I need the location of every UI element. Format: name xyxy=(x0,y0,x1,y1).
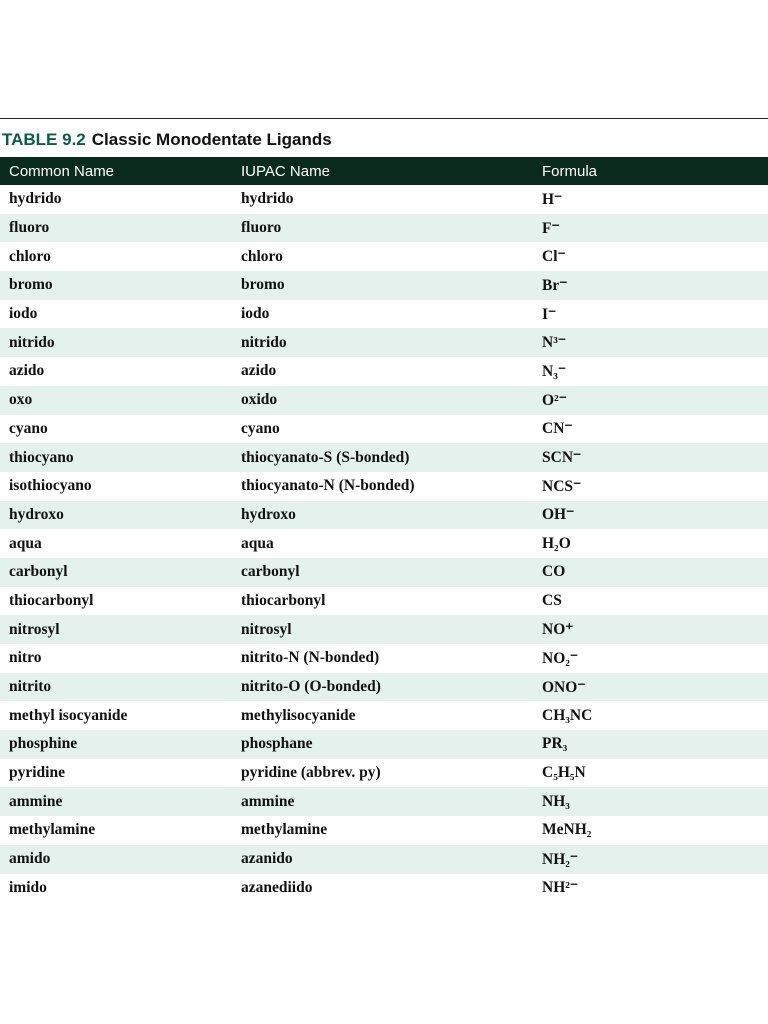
table-row xyxy=(0,501,768,530)
formula-cell: F⁻ xyxy=(542,219,560,237)
formula-cell: OH⁻ xyxy=(542,506,575,524)
iupac-name-cell: azido xyxy=(241,362,277,380)
formula-cell: CO xyxy=(542,563,566,581)
iupac-name-cell: chloro xyxy=(241,247,283,265)
table-row xyxy=(0,242,768,271)
table-row xyxy=(0,529,768,558)
table-row xyxy=(0,472,768,501)
table-row xyxy=(0,328,768,357)
common-name-cell: nitrido xyxy=(9,333,55,351)
table-row xyxy=(0,730,768,759)
table-body xyxy=(0,185,768,902)
table-row xyxy=(0,701,768,730)
common-name-cell: amido xyxy=(9,850,51,868)
table-row xyxy=(0,845,768,874)
table-row xyxy=(0,386,768,415)
iupac-name-cell: nitrido xyxy=(241,333,287,351)
table-row xyxy=(0,615,768,644)
iupac-name-cell: nitrito-N (N-bonded) xyxy=(241,649,380,667)
table-row xyxy=(0,214,768,243)
top-rule xyxy=(0,118,768,119)
common-name-cell: nitro xyxy=(9,649,42,667)
formula-cell: PR₃ xyxy=(542,735,568,753)
common-name-cell: isothiocyano xyxy=(9,477,92,495)
table-row xyxy=(0,415,768,444)
formula-cell: NH₂⁻ xyxy=(542,850,579,868)
formula-cell: NO⁺ xyxy=(542,621,574,639)
table-row xyxy=(0,357,768,386)
formula-cell: H⁻ xyxy=(542,190,563,208)
iupac-name-cell: azanediido xyxy=(241,878,313,896)
common-name-cell: cyano xyxy=(9,419,48,437)
iupac-name-cell: thiocarbonyl xyxy=(241,591,326,609)
table-number: TABLE 9.2 xyxy=(2,130,86,149)
common-name-cell: thiocyano xyxy=(9,448,74,466)
formula-cell: NH₃ xyxy=(542,792,570,810)
formula-cell: ONO⁻ xyxy=(542,678,586,696)
common-name-cell: hydroxo xyxy=(9,505,64,523)
common-name-cell: methylamine xyxy=(9,821,96,839)
common-name-cell: imido xyxy=(9,878,47,896)
common-name-cell: chloro xyxy=(9,247,51,265)
formula-cell: Cl⁻ xyxy=(542,248,566,266)
common-name-cell: pyridine xyxy=(9,764,65,782)
common-name-cell: nitrosyl xyxy=(9,620,60,638)
table-row xyxy=(0,787,768,816)
table-row xyxy=(0,644,768,673)
iupac-name-cell: pyridine (abbrev. py) xyxy=(241,764,381,782)
iupac-name-cell: nitrito-O (O-bonded) xyxy=(241,678,381,696)
iupac-name-cell: phosphane xyxy=(241,735,313,753)
table-row xyxy=(0,558,768,587)
iupac-name-cell: methylisocyanide xyxy=(241,706,356,724)
iupac-name-cell: thiocyanato-S (S-bonded) xyxy=(241,448,410,466)
iupac-name-cell: azanido xyxy=(241,850,293,868)
table-row xyxy=(0,271,768,300)
table-row xyxy=(0,874,768,903)
iupac-name-cell: carbonyl xyxy=(241,563,300,581)
formula-cell: I⁻ xyxy=(542,305,557,323)
formula-cell: H₂O xyxy=(542,534,571,552)
common-name-cell: thiocarbonyl xyxy=(9,591,94,609)
common-name-cell: azido xyxy=(9,362,45,380)
formula-cell: CS xyxy=(542,591,562,609)
formula-cell: N₃⁻ xyxy=(542,362,567,380)
header-iupac-name: IUPAC Name xyxy=(241,162,330,180)
common-name-cell: phosphine xyxy=(9,735,78,753)
iupac-name-cell: ammine xyxy=(241,792,295,810)
table-row xyxy=(0,300,768,329)
iupac-name-cell: hydroxo xyxy=(241,505,296,523)
iupac-name-cell: methylamine xyxy=(241,821,328,839)
formula-cell: C₅H₅N xyxy=(542,764,586,782)
header-row xyxy=(0,157,768,185)
formula-cell: Br⁻ xyxy=(542,276,568,294)
table-row xyxy=(0,185,768,214)
table-row xyxy=(0,443,768,472)
header-common-name: Common Name xyxy=(9,162,115,180)
common-name-cell: bromo xyxy=(9,276,53,294)
iupac-name-cell: fluoro xyxy=(241,219,282,237)
iupac-name-cell: hydrido xyxy=(241,190,294,208)
formula-cell: NCS⁻ xyxy=(542,477,582,495)
table-title: Classic Monodentate Ligands xyxy=(91,130,332,149)
iupac-name-cell: thiocyanato-N (N-bonded) xyxy=(241,477,415,495)
common-name-cell: methyl isocyanide xyxy=(9,706,128,724)
common-name-cell: carbonyl xyxy=(9,563,68,581)
formula-cell: MeNH₂ xyxy=(542,821,592,839)
table-caption xyxy=(2,130,332,150)
common-name-cell: nitrito xyxy=(9,678,52,696)
header-formula: Formula xyxy=(542,162,598,180)
table-header xyxy=(0,157,768,185)
table-row xyxy=(0,759,768,788)
table-row xyxy=(0,816,768,845)
common-name-cell: ammine xyxy=(9,792,63,810)
common-name-cell: oxo xyxy=(9,391,33,409)
iupac-name-cell: aqua xyxy=(241,534,274,552)
formula-cell: CH₃NC xyxy=(542,706,593,724)
common-name-cell: hydrido xyxy=(9,190,62,208)
iupac-name-cell: nitrosyl xyxy=(241,620,292,638)
iupac-name-cell: iodo xyxy=(241,305,270,323)
table-row xyxy=(0,673,768,702)
formula-cell: CN⁻ xyxy=(542,420,573,438)
formula-cell: N³⁻ xyxy=(542,334,567,352)
common-name-cell: iodo xyxy=(9,305,38,323)
iupac-name-cell: bromo xyxy=(241,276,285,294)
common-name-cell: fluoro xyxy=(9,219,50,237)
iupac-name-cell: oxido xyxy=(241,391,278,409)
formula-cell: NO₂⁻ xyxy=(542,649,579,667)
formula-cell: NH²⁻ xyxy=(542,879,579,897)
formula-cell: O²⁻ xyxy=(542,391,567,409)
ligands-table xyxy=(0,157,768,902)
common-name-cell: aqua xyxy=(9,534,42,552)
formula-cell: SCN⁻ xyxy=(542,449,582,467)
table-row xyxy=(0,587,768,616)
iupac-name-cell: cyano xyxy=(241,419,280,437)
